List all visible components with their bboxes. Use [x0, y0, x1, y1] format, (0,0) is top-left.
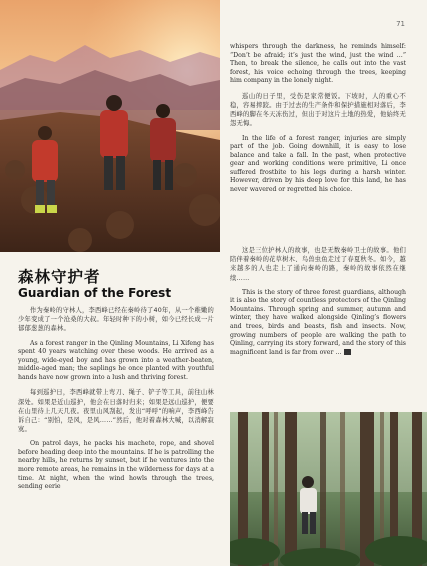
forest-ranger-photo: [230, 412, 427, 566]
paragraph-cn: 每到巡护日，李西峰就带上弯刀、绳子、铲子等工具，前往山林深处。如果是近山巡护，他会在日落时归来；如果是远山巡护，便要在山里待上几天几夜。夜里山风刮起，发出“呼呼”的响声，李西峰告诉自己：“别怕，是风，是风……”然后，他对着森林大喊，以消解寂寞。: [18, 389, 214, 434]
paragraph-en: whispers through the darkness, he reminds himself: “Don’t be afraid; it’s just the wind, just the wind …” Then, to break the silence, he calls out into the vast forest, his voice echoing through the trees, keeping him company in the lonely night.: [230, 43, 406, 85]
left-text-column: [18, 306, 214, 498]
paragraph-en: As a forest ranger in the Qinling Mountains, Li Xifeng has spent 40 years watching over these woods. He arrived as a young, wide-eyed boy and has grown into a weather-beaten, middle-aged man; the saplings he once planted with youthful hands have now grown into a lush and thriving forest.: [18, 339, 214, 381]
paragraph-cn: 巡山的日子里，受伤是家常便饭。下坡时，人的重心不稳，容易摔跤。由于过去的生产条件和保护措施相对落后，李西峰的脚在冬天冻伤过，但出于对这片土地的热爱，他始终无怨无悔。: [230, 92, 406, 128]
article-title-english: Guardian of the Forest: [18, 286, 172, 300]
closing-paragraph-text: This is the story of three forest guardians, although it is also the story of countless protectors of the Qinling Mountains. Through spring and summer, autumn and winter, they have walked alongside Qinling’s flowers and trees, birds and beasts, fish and insects. Now, growing numbers of people are walking the path to Qinling, carrying its story forward, and the story of this magnificent land is far from over …: [230, 288, 406, 356]
right-text-column-mid: [230, 246, 406, 363]
paragraph-cn: 这是三位护林人的故事，也是无数秦岭卫士的故事。他们陪伴着秦岭的花草树木、鸟兽虫鱼走过了春夏秋冬。如今，越来越多的人也走上了通向秦岭的路，秦岭的故事依然在继续……: [230, 247, 406, 282]
page-number: 71: [396, 20, 405, 28]
paragraph-en: [230, 289, 406, 357]
article-title-chinese: 森林守护者: [18, 268, 101, 286]
paragraph-cn: 作为秦岭的守林人，李西峰已经在秦岭待了40年，从一个稚嫩的少年变成了一个沧桑的大叔。年轻时种下的小树，如今已经长成一片郁郁葱葱的森林。: [18, 307, 214, 333]
right-text-column-top: [230, 43, 406, 200]
paragraph-en: In the life of a forest ranger, injuries are simply part of the job. Going downhill, it is easy to lose balance and take a fall. In the past, when protective gear and working conditions were primitive, Li once suffered frostbite to his legs during a harsh winter. However, driven by his deep love for this land, he has never wavered or regretted his choice.: [230, 134, 406, 193]
paragraph-en: On patrol days, he packs his machete, rope, and shovel before heading deep into the mountains. If he is patrolling the nearby hills, he returns by sunset, but if he ventures into the more remote areas, he remains in the wilderness for days at a time. At night, when the wind howls through the trees, sending eerie: [18, 440, 214, 491]
end-of-article-icon: [344, 349, 351, 355]
rangers-mountain-photo: [0, 0, 220, 252]
